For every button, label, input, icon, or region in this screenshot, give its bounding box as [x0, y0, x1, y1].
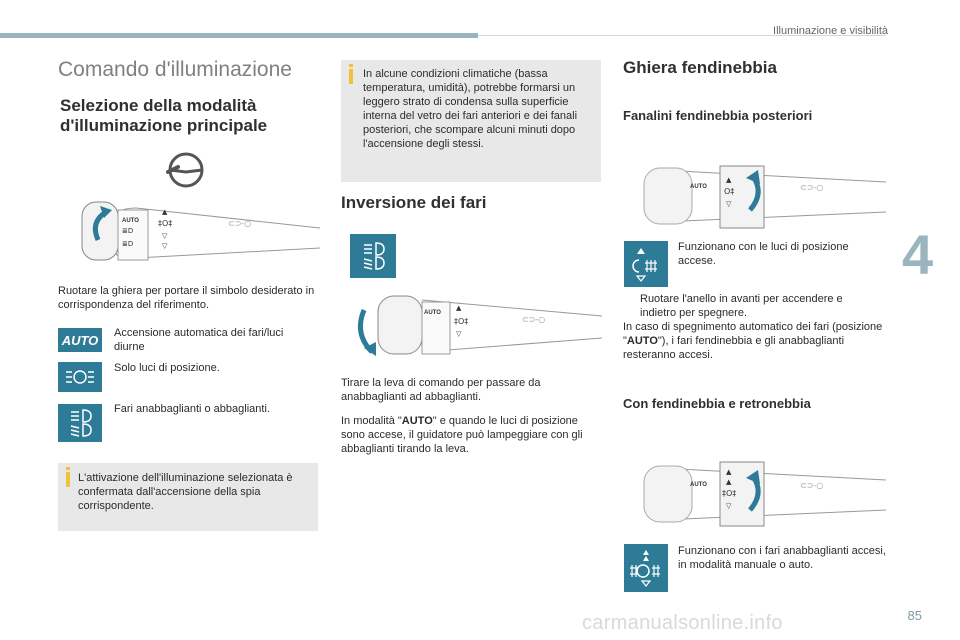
header-bar [0, 33, 478, 38]
auto-icon: AUTO [58, 328, 102, 352]
front-rear-fog-heading: Con fendinebbia e retronebbia [623, 396, 811, 411]
auto-off-note [623, 320, 885, 362]
headlights-icon [58, 404, 102, 442]
svg-text:‡O‡: ‡O‡ [158, 219, 173, 228]
svg-text:▽: ▽ [162, 242, 168, 250]
front-rear-fog-glyph [630, 549, 662, 587]
svg-text:▽: ▽ [726, 502, 732, 510]
svg-text:≣D: ≣D [122, 240, 134, 248]
info-box-confirmation [58, 463, 318, 531]
position-lights-icon [58, 362, 102, 392]
para2-auto: AUTO [401, 415, 433, 427]
mode-position-text: Solo luci di posizione. [114, 362, 220, 374]
position-lights-glyph [64, 368, 96, 386]
svg-text:▽: ▽ [456, 330, 462, 338]
info-box-condensation [341, 60, 601, 182]
high-beam-lever-illustration [352, 290, 602, 360]
high-beam-heading: Inversione dei fari [341, 193, 487, 212]
svg-text:≣D: ≣D [122, 227, 134, 235]
svg-text:▲: ▲ [162, 208, 168, 216]
rear-fog-heading: Fanalini fendinebbia posteriori [623, 108, 813, 123]
section-title: Illuminazione e visibilità [773, 25, 888, 37]
front-rear-fog-lever-illustration [640, 458, 886, 530]
svg-text:‡O‡: ‡O‡ [454, 317, 469, 326]
svg-text:AUTO: AUTO [122, 218, 139, 224]
rotate-ring-instruction: Ruotare l'anello in avanti per accendere e indietro per spegnere. [640, 293, 843, 319]
svg-text:⊂⊃-○: ⊂⊃-○ [228, 219, 252, 228]
svg-text:▲: ▲ [456, 304, 462, 312]
svg-text:▲: ▲ [726, 478, 732, 486]
high-beam-para1: Tirare la leva di comando per passare da anabbaglianti ad abbaglianti. [341, 377, 541, 403]
rear-fog-description: Funzionano con le luci di posizione accese. [678, 241, 849, 267]
high-beam-para2 [341, 414, 603, 456]
rear-fog-lever-illustration [640, 160, 886, 232]
svg-text:‡O‡: ‡O‡ [722, 489, 737, 498]
light-lever-illustration [76, 192, 320, 272]
rear-fog-icon [624, 241, 668, 287]
watermark: carmanualsonline.info [582, 612, 783, 634]
svg-text:▽: ▽ [726, 200, 732, 208]
svg-text:▽: ▽ [162, 232, 168, 240]
page-number: 85 [907, 608, 922, 623]
svg-text:O‡: O‡ [724, 187, 735, 196]
svg-text:⊂⊃-○: ⊂⊃-○ [800, 481, 824, 490]
front-rear-fog-icon [624, 544, 668, 592]
info-confirmation-text: L'attivazione dell'illuminazione selezionata è confermata dall'accensione della spia corrispondente. [78, 472, 293, 512]
high-beam-icon [350, 234, 396, 278]
rear-fog-glyph [631, 246, 661, 282]
svg-text:▲: ▲ [726, 468, 732, 476]
svg-text:AUTO: AUTO [690, 184, 707, 190]
auto-off-post: "), i fari fendinebbia e gli anabbaglianti resteranno accesi. [623, 335, 845, 361]
headlights-glyph [63, 408, 97, 438]
para2-post: " e quando le luci di posizione sono accese, il guidatore può lampeggiare con gli abbaglianti tirando la leva. [341, 415, 583, 455]
mode-selection-heading: Selezione della modalità d'illuminazione principale [60, 96, 268, 135]
mode-headlights-text: Fari anabbaglianti o abbaglianti. [114, 403, 270, 415]
svg-text:AUTO: AUTO [690, 482, 707, 488]
mode-auto-text: Accensione automatica dei fari/luci diurne [114, 327, 284, 353]
svg-text:⊂⊃-○: ⊂⊃-○ [522, 315, 546, 324]
auto-off-pre: In caso di spegnimento automatico dei fari (posizione " [623, 321, 883, 347]
page-title: Comando d'illuminazione [58, 58, 292, 81]
auto-off-auto: AUTO [626, 335, 658, 347]
svg-text:⊂⊃-○: ⊂⊃-○ [800, 183, 824, 192]
front-rear-fog-description: Funzionano con i fari anabbaglianti accesi, in modalità manuale o auto. [678, 545, 886, 571]
high-beam-glyph [356, 241, 390, 271]
info-icon [349, 69, 353, 84]
steering-wheel-icon [164, 150, 208, 190]
svg-text:AUTO: AUTO [424, 310, 441, 316]
fog-ring-heading: Ghiera fendinebbia [623, 58, 777, 77]
svg-text:▲: ▲ [726, 176, 732, 184]
info-icon [66, 472, 70, 487]
rotate-instruction: Ruotare la ghiera per portare il simbolo desiderato in corrispondenza del riferimento. [58, 285, 315, 311]
info-condensation-text: In alcune condizioni climatiche (bassa temperatura, umidità), potrebbe formarsi un leggero strato di condensa sulla superficie interna del vetro dei fari anteriori e dei fanali posteriori, che scompare alcuni minuti dopo l'accensione degli stessi. [363, 68, 578, 150]
para2-pre: In modalità " [341, 415, 402, 427]
chapter-number: 4 [902, 223, 934, 286]
